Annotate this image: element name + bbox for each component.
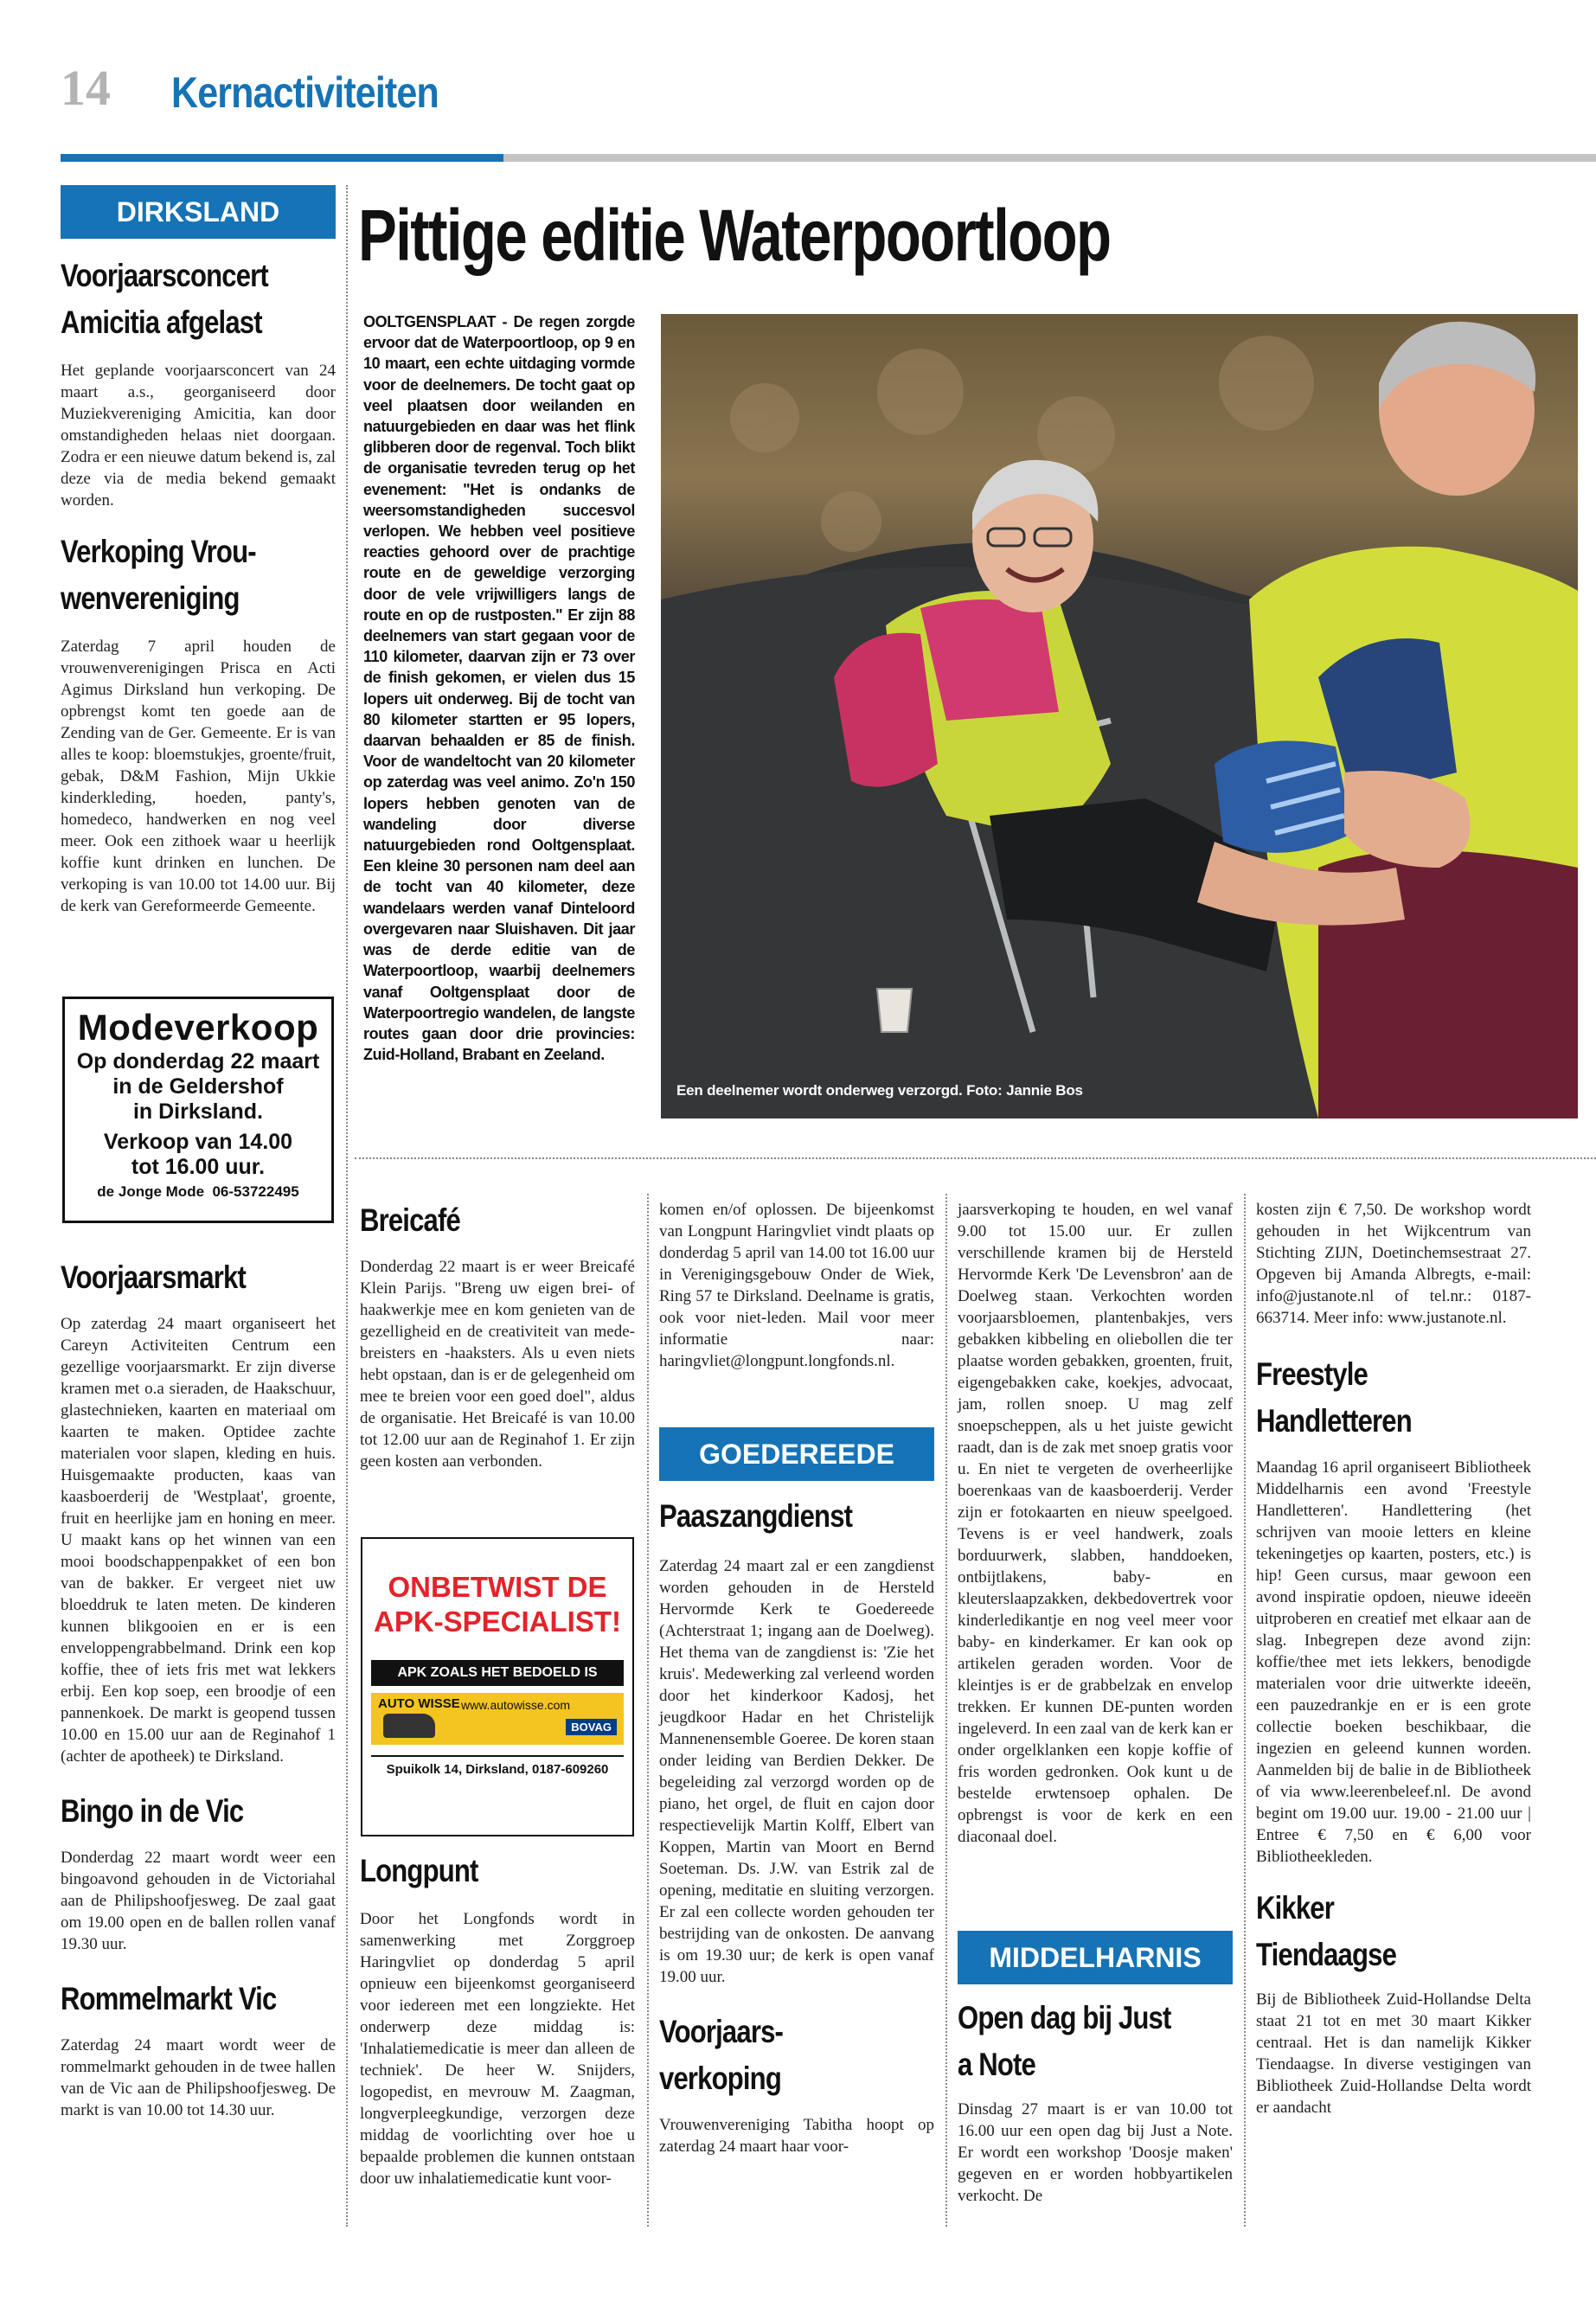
article-title-line: Voorjaarsconcert [61,258,268,293]
article-body: Dinsdag 27 maart is er van 10.00 tot 16.00 uur een open dag bij Just a Note. Er wordt een workshop 'Doosje maken' gegeven en er worden hobbyartikelen verkocht. De [958,2100,1233,2205]
column-divider [945,1194,947,2227]
article-body: Door het Longfonds wordt in samenwerking met Zorggroep Haringvliet op donderdag 5 april opnieuw een bijeenkomst georganiseerd voor iedereen met een longziekte. Het onderwerp deze middag is: 'Inhalatiemedicatie is meer dan alleen de techniek'. De heer W. Snijders, logopedist, en mevrouw M. Zaagman, longverpleegkundige, verzorgen deze middag de voorlichting over hoe u bepaalde problemen die kunnen ontstaan door uw inhalatiemedicatie kunt voor- [360,1910,635,2188]
region-label-middelharnis: MIDDELHARNIS [958,1931,1233,1984]
col3-articles [659,1199,934,1372]
article-title-line: Tiendaagse [1256,1937,1397,1972]
ad-line: Op donderdag 22 maart [76,1049,320,1074]
car-icon [383,1714,435,1738]
article-body: Het geplande voorjaarsconcert van 24 maart a.s., georganiseerd door Muziekvereniging Amicitia, kan door omstandigheden helaas niet doorgaan. Zodra er een nieuwe datum bekend is, zal deze via de media bekend gemaakt worden. [61,362,336,510]
col4-articles-lower [958,1995,1233,2207]
article-title: Rommelmarkt Vic [61,1981,277,2016]
ad-auto-wisse [361,1537,634,1836]
article-title-line: Freestyle [1256,1356,1368,1392]
region-label-dirksland: DIRKSLAND [61,185,336,239]
ad-banner: APK ZOALS HET BEDOELD IS [371,1660,624,1686]
photo-illustration [661,314,1578,1118]
ad-brand-strip [371,1693,624,1745]
col1-articles [61,253,336,917]
article-body: Zaterdag 24 maart wordt weer de rommelmarkt gehouden in de twee hallen van de Vic aan de Philipshoofjesweg. De markt is van 10.00 tot 14.30 uur. [61,2036,336,2119]
article-title: Bingo in de Vic [61,1793,244,1829]
ad-partner: BOVAG [566,1719,617,1735]
page-number: 14 [61,60,111,116]
ad-footer: de Jonge Mode 06-53722495 [97,1183,299,1200]
article-body: Zaterdag 7 april houden de vrouwenverenigingen Prisca en Acti Agimus Dirksland hun verkoping. De opbrengst komt ten goede aan de Zending van de Ger. Gemeente. Er is van alles te koop: bloemstukjes, groente/fruit, gebak, D&M Fashion, Mijn Ukkie kinderkleding, hoeden, panty's, homedeco, handwerken en nog veel meer. Ook een zithoek waar u heerlijk koffie kunt drinken en lunchen. De verkoping is van 10.00 tot 14.00 uur. Bij de kerk van Gereformeerde Gemeente. [61,638,336,915]
section-title: Kernactiviteiten [171,68,439,117]
ad-line: in de Geldershof [112,1074,284,1099]
article-body: Maandag 16 april organiseert Bibliotheek Middelharnis een avond 'Freestyle Handletteren'. Handlettering (het schrijven van mooie letters en kleine tekeningetjes op kaarten, posters, etc.) is hip! Geen cursus, maar gewoon een avond inspiratie opdoen, nieuwe ideeën uitproberen en creatief met elkaar aan de slag. Inbegrepen deze avond zijn: koffie/thee met iets lekkers, benodigde materialen voor drie uitwerkte ideeën, een pauzedrankje en er is een grote collectie boeken beschikbaar, die ingezien en geleend kunnen worden. Aanmelden bij de balie in de Bibliotheek of via www.leerenbeleef.nl. De avond begint om 19.00 uur. 19.00 - 21.00 uur | Entree € 7,50 en € 6,00 voor Bibliotheekleden. [1256,1458,1531,1866]
ad-title: Modeverkoop [77,1007,319,1048]
col2-articles-lower [360,1848,635,2189]
ad-modeverkoop [62,997,334,1223]
article-body: Zaterdag 24 maart zal er een zangdienst worden gehouden in de Hersteld Hervormde Kerk te Goedereede (Achterstraat 1; ingang aan de Doelweg). Het thema van de zangdienst is: 'Zie het kruis'. Medewerking zal verleend worden door het kinderkoor Kadosj, het jeugdkoor Hadar en het Christelijk Mannenensemble Goeree. De koren staan onder leiding van Berdien Dekker. De begeleiding zal verzorgd worden op de piano, het orgel, de fluit en cajon door respectievelijk Martin Kolff, Elbert van Koppen, Martin van Moort en Bernd Soeteman. Ds. J.W. van Estrik zal de opening, meditatie en sluiting verzorgen. Er zal een collecte worden gehouden ter bestrijding van de onkosten. De aanvang is om 19.30 uur; de kerk is open vanaf 19.00 uur. [659,1557,934,1986]
col2-articles [360,1197,635,1472]
photo-participant-care [661,314,1578,1118]
article-title: Longpunt [360,1853,478,1888]
col5-articles [1256,1199,1531,2118]
article-title-line: Open dag bij Just [958,2000,1171,2035]
ad-line: in Dirksland. [132,1099,264,1124]
article-title: Breicafé [360,1202,460,1238]
col4-articles [958,1199,1233,1848]
article-body: Donderdag 22 maart wordt weer een bingoavond gehouden in de Victoriahal aan de Philipshoofjesweg. De zaal gaat om 19.00 open en de ballen rollen vanaf 19.30 uur. [61,1849,336,1953]
col3-articles-lower [659,1493,934,2157]
region-label-goedereede: GOEDEREEDE [659,1427,934,1481]
article-title-line: Amicitia afgelast [61,304,262,340]
header-rule-blue [61,154,503,162]
article-body: Donderdag 22 maart is er weer Breicafé Klein Parijs. "Breng uw eigen brei- of haakwerkje mee en kom genieten van de gezelligheid en de creativiteit van mede-breisters en -haaksters. Als u even niets hebt opstaan, dan is er de gelegenheid om mee te breien voor een goed doel", aldus de organisatie. Het Breicafé is van 10.00 tot 12.00 uur aan de Reginahof 1. Er zijn geen kosten aan verbonden. [360,1258,635,1471]
ad-brand: AUTO WISSE [378,1696,460,1711]
article-title-line: verkoping [659,2061,781,2096]
article-title-line: wenvereniging [61,580,240,616]
article-title-line: Voorjaars- [659,2014,784,2049]
main-intro: OOLTGENSPLAAT - De regen zorgde ervoor dat de Waterpoortloop, op 9 en 10 maart, een echte uitdaging vormde voor de deelnemers. De tocht gaat op veel plaatsen door weilanden en natuurgebieden en daar was het flink glibberen door de regenval. Toch blikt de organisatie tevreden terug op het evenement: "Het is ondanks de weersomstandigheden succesvol verlopen. We hebben veel positieve reacties gehoord over de prachtige route en de geweldige verzorging door de vele vrijwilligers langs de route en op de rustposten." Er zijn 88 deelnemers van start gegaan voor de 110 kilometer, daarvan zijn er 73 over de finish gekomen, er vielen dus 15 lopers uit onderweg. Bij de tocht van 80 kilometer startten er 95 lopers, daarvan behaalden er 85 de finish. Voor de wandeltocht van 20 kilometer op zaterdag was veel animo. Zo'n 150 lopers hebben genoten van de wandeling door diverse natuurgebieden rond Ooltgensplaat. Een kleine 30 personen nam deel aan de tocht van 40 kilometer, deze wandelaars werden vanaf Dinteloord overgevaren naar Sluishaven. Dit jaar was de derde editie van de Waterpoortloop, waarbij deelnemers vanaf Ooltgensplaat door de Waterpoortregio wandelen, de langste routes gaan door drie provincies: Zuid-Holland, Brabant en Zeeland. [363,313,635,1064]
article-body: Vrouwenvereniging Tabitha hoopt op zaterdag 24 maart haar voor- [659,2116,934,2156]
ad-address: Spuikolk 14, Dirksland, 0187-609260 [371,1755,624,1777]
main-headline: Pittige editie Waterpoortloop [358,195,1111,276]
ad-line: tot 16.00 uur. [131,1155,266,1179]
article-body: Bij de Bibliotheek Zuid-Hollandse Delta staat 21 tot en met 30 maart Kikker centraal. Het is dan namelijk Kikker Tiendaagse. In diverse vestigingen van Bibliotheek Zuid-Hollandse Delta wordt er aandacht [1256,1990,1531,2117]
photo-caption: Een deelnemer wordt onderweg verzorgd. Foto: Jannie Bos [676,1082,1083,1099]
ad-url: www.autowisse.com [461,1698,571,1712]
article-body: Op zaterdag 24 maart organiseert het Careyn Activiteiten Centrum een gezellige voorjaarsmarkt. Er zijn diverse kramen met o.a sieraden, de Haakschuur, glastechnieken, kaarten en materiaal om kaarten te maken. Optidee zachte materialen voor slapen, kleding en huis. Huisgemaakte producten, kaas van kaasboerderij de 'Westplaat', groente, fruit en heerlijke jam en honing en meer. U maakt kans op het winnen van een mooi boodschappenpakket of een bon van de bakker. Er vergeet niet uw bloeddruk te laten meten. De kinderen kunnen blikgooien en er is een enveloppengrabbelmand. Drink een kop koffie, thee of iets fris met wat lekkers erbij. Een kop soep, een broodje of een pannenkoek. De markt is geopend tussen 10.00 en 15.00 uur aan de Reginahof 1 (achter de apotheek) te Dirksland. [61,1315,336,1766]
ad-headline: ONBETWIST DE [388,1571,607,1603]
column-divider [1244,1194,1246,2227]
article-body-continued: komen en/of oplossen. De bijeenkomst van Longpunt Haringvliet vindt plaats op donderdag 5 april van 14.00 tot 16.00 uur in Verenigingsgebouw Onder de Wiek, Ring 57 te Dirksland. Deelname is gratis, ook voor niet-leden. Mail voor meer informatie naar: haringvliet@longpunt.longfonds.nl. [659,1201,934,1370]
article-title-line: Handletteren [1256,1403,1412,1439]
article-title-line: a Note [958,2047,1035,2082]
article-title: Voorjaarsmarkt [61,1259,246,1295]
ad-headline: APK-SPECIALIST! [373,1606,621,1638]
column-divider [346,185,348,2227]
article-body-continued: jaarsverkoping te houden, en wel vanaf 9.00 tot 15.00 uur. Er zullen verschillende kramen bij de Hersteld Hervormde Kerk 'De Levensbron' aan de Doelweg staan. Verkochten worden voorjaarsbloemen, plantenbakjes, vers gebakken kibbeling en oliebollen die ter plaatse worden gebakken, groenten, fruit, eigengebakken cake, koekjes, advocaat, jam, rollen snoep. U mag zelf snoepscheppen, als u het juiste gewicht raadt, dan is de zak met snoep gratis voor u. En niet te vergeten de overheerlijke boerenkaas van de kaasboerderij. Verder zijn er fotokaarten en nieuw speelgoed. Tevens is er veel handwerk, zoals borduurwerk, slabben, handdoeken, ontbijtlakens, baby- en kleuterslaapzakken, dekbedovertrek voor kinderledikantje en nog veel meer voor baby- en kinderkamer. Er kan ook op artikelen geraden worden. Voor de kleintjes is er de grabbelzak en envelop trekken. Er kunnen DE-punten worden ingeleverd. In een zaal van de kerk kan er onder orgelklanken een kopje koffie of fris worden gedronken. Ook kunt u de bestelde erwtensoep ophalen. De opbrengst is voor de kerk en een diaconaal doel. [958,1201,1233,1846]
header-rule-grey [503,154,1596,162]
article-title: Paaszangdienst [659,1498,853,1534]
article-body-continued: kosten zijn € 7,50. De workshop wordt gehouden in het Wijkcentrum van Stichting ZIJN, Doetinchemsestraat 27. Opgeven bij Amanda Albregts, e-mail: info@justanote.nl of tel.nr.: 0187-663714. Meer info: www.justanote.nl. [1256,1201,1531,1327]
ad-line: Verkoop van 14.00 [103,1130,293,1154]
section-divider [355,1157,1596,1159]
article-title-line: Kikker [1256,1890,1334,1926]
col1-articles-lower [61,1254,336,2121]
column-divider [647,1194,649,2227]
article-title-line: Verkoping Vrou- [61,534,256,569]
